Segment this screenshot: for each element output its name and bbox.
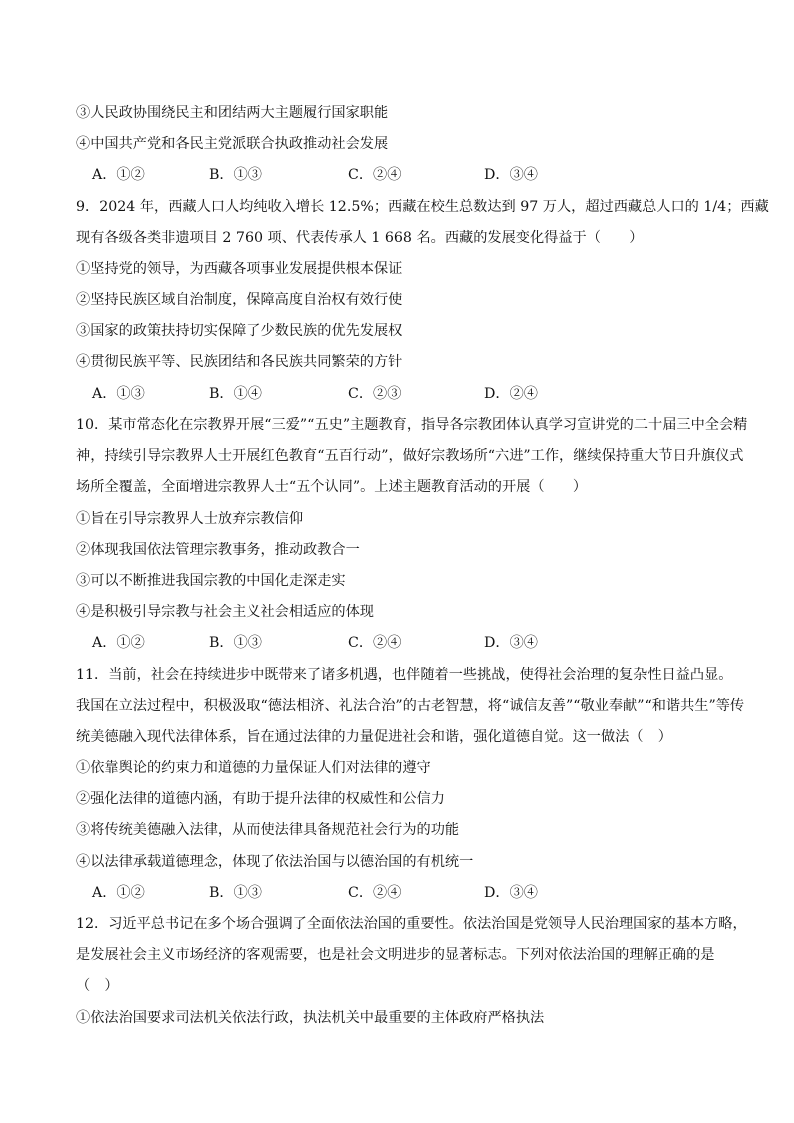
option-c: C．②④: [348, 167, 402, 183]
statement-q9-3: ③国家的政策扶持切实保障了少数民族的优先发展权: [76, 323, 403, 339]
option-d: D．③④: [484, 167, 538, 183]
question-10-line-3: 场所全覆盖，全面增进宗教界人士“五个认同”。上述主题教育活动的开展（ ）: [76, 479, 588, 495]
statement-q9-4: ④贯彻民族平等、民族团结和各民族共同繁荣的方针: [76, 354, 403, 370]
option-a: A．①②: [92, 167, 145, 183]
statement-q9-1: ①坚持党的领导，为西藏各项事业发展提供根本保证: [76, 261, 403, 277]
statement-q10-2: ②体现我国依法管理宗教事务，推动政教合一: [76, 542, 360, 558]
question-9-line-1: 9．2024 年，西藏人口人均纯收入增长 12.5%；西藏在校生总数达到 97 万人，超过西藏总人口的 1/4；西藏: [76, 199, 769, 215]
option-d: D．②④: [484, 386, 538, 402]
statement-q11-3: ③将传统美德融入法律，从而使法律具备规范社会行为的功能: [76, 822, 460, 838]
question-9-line-2: 现有各级各类非遗项目 2 760 项、代表传承人 1 668 名。西藏的发展变化得益于（ ）: [76, 230, 644, 246]
question-11-line-1: 11．当前，社会在持续进步中既带来了诸多机遇，也伴随着一些挑战，使得社会治理的复杂性日益凸显。: [76, 667, 733, 683]
options-q11: [92, 883, 732, 903]
option-a: A．①②: [92, 635, 145, 651]
options-q8: [92, 165, 732, 185]
question-12-line-1: 12．习近平总书记在多个场合强调了全面依法治国的重要性。依法治国是党领导人民治理国家的基本方略，: [76, 916, 747, 932]
option-b: B．①③: [209, 635, 262, 651]
question-10-line-1: 10．某市常态化在宗教界开展“三爱”“五史”主题教育，指导各宗教团体认真学习宣讲党的二十届三中全会精: [76, 417, 748, 433]
option-d: D．③④: [484, 885, 538, 901]
question-12-line-2: 是发展社会主义市场经济的客观需要，也是社会文明进步的显著标志。下列对依法治国的理解正确的是: [76, 947, 715, 963]
option-a: A．①②: [92, 885, 145, 901]
options-q9: [92, 384, 732, 404]
statement-q10-3: ③可以不断推进我国宗教的中国化走深走实: [76, 573, 346, 589]
option-a: A．①③: [92, 386, 145, 402]
statement-q11-2: ②强化法律的道德内涵，有助于提升法律的权威性和公信力: [76, 791, 445, 807]
statement-q9-2: ②坚持民族区域自治制度，保障高度自治权有效行使: [76, 292, 403, 308]
statement-q8-3: ③人民政协围绕民主和团结两大主题履行国家职能: [76, 105, 389, 121]
question-11-line-2: 我国在立法过程中，积极汲取“德法相济、礼法合治”的古老智慧，将“诚信友善”“敬业奉献”“和谐共生”等传: [76, 698, 745, 714]
option-c: C．②④: [348, 635, 402, 651]
option-b: B．①③: [209, 885, 262, 901]
option-c: C．②③: [348, 386, 402, 402]
question-10-line-2: 神，持续引导宗教界人士开展红色教育“五百行动”，做好宗教场所“六进”工作，继续保持重大节日升旗仪式: [76, 448, 744, 464]
statement-q10-1: ①旨在引导宗教界人士放弃宗教信仰: [76, 511, 304, 527]
question-11-line-3: 统美德融入现代法律体系，旨在通过法律的力量促进社会和谐，强化道德自觉。这一做法（ ）: [76, 729, 672, 745]
option-b: B．①④: [209, 386, 262, 402]
statement-q11-4: ④以法律承载道德理念，体现了依法治国与以德治国的有机统一: [76, 854, 474, 870]
options-q10: [92, 633, 732, 653]
statement-q12-1: ①依法治国要求司法机关依法行政，执法机关中最重要的主体政府严格执法: [76, 1010, 545, 1026]
option-c: C．②④: [348, 885, 402, 901]
statement-q10-4: ④是积极引导宗教与社会主义社会相适应的体现: [76, 604, 374, 620]
statement-q8-4: ④中国共产党和各民主党派联合执政推动社会发展: [76, 136, 389, 152]
option-b: B．①③: [209, 167, 262, 183]
statement-q11-1: ①依靠舆论的约束力和道德的力量保证人们对法律的遵守: [76, 760, 431, 776]
question-12-line-3: （ ）: [76, 978, 119, 994]
option-d: D．③④: [484, 635, 538, 651]
